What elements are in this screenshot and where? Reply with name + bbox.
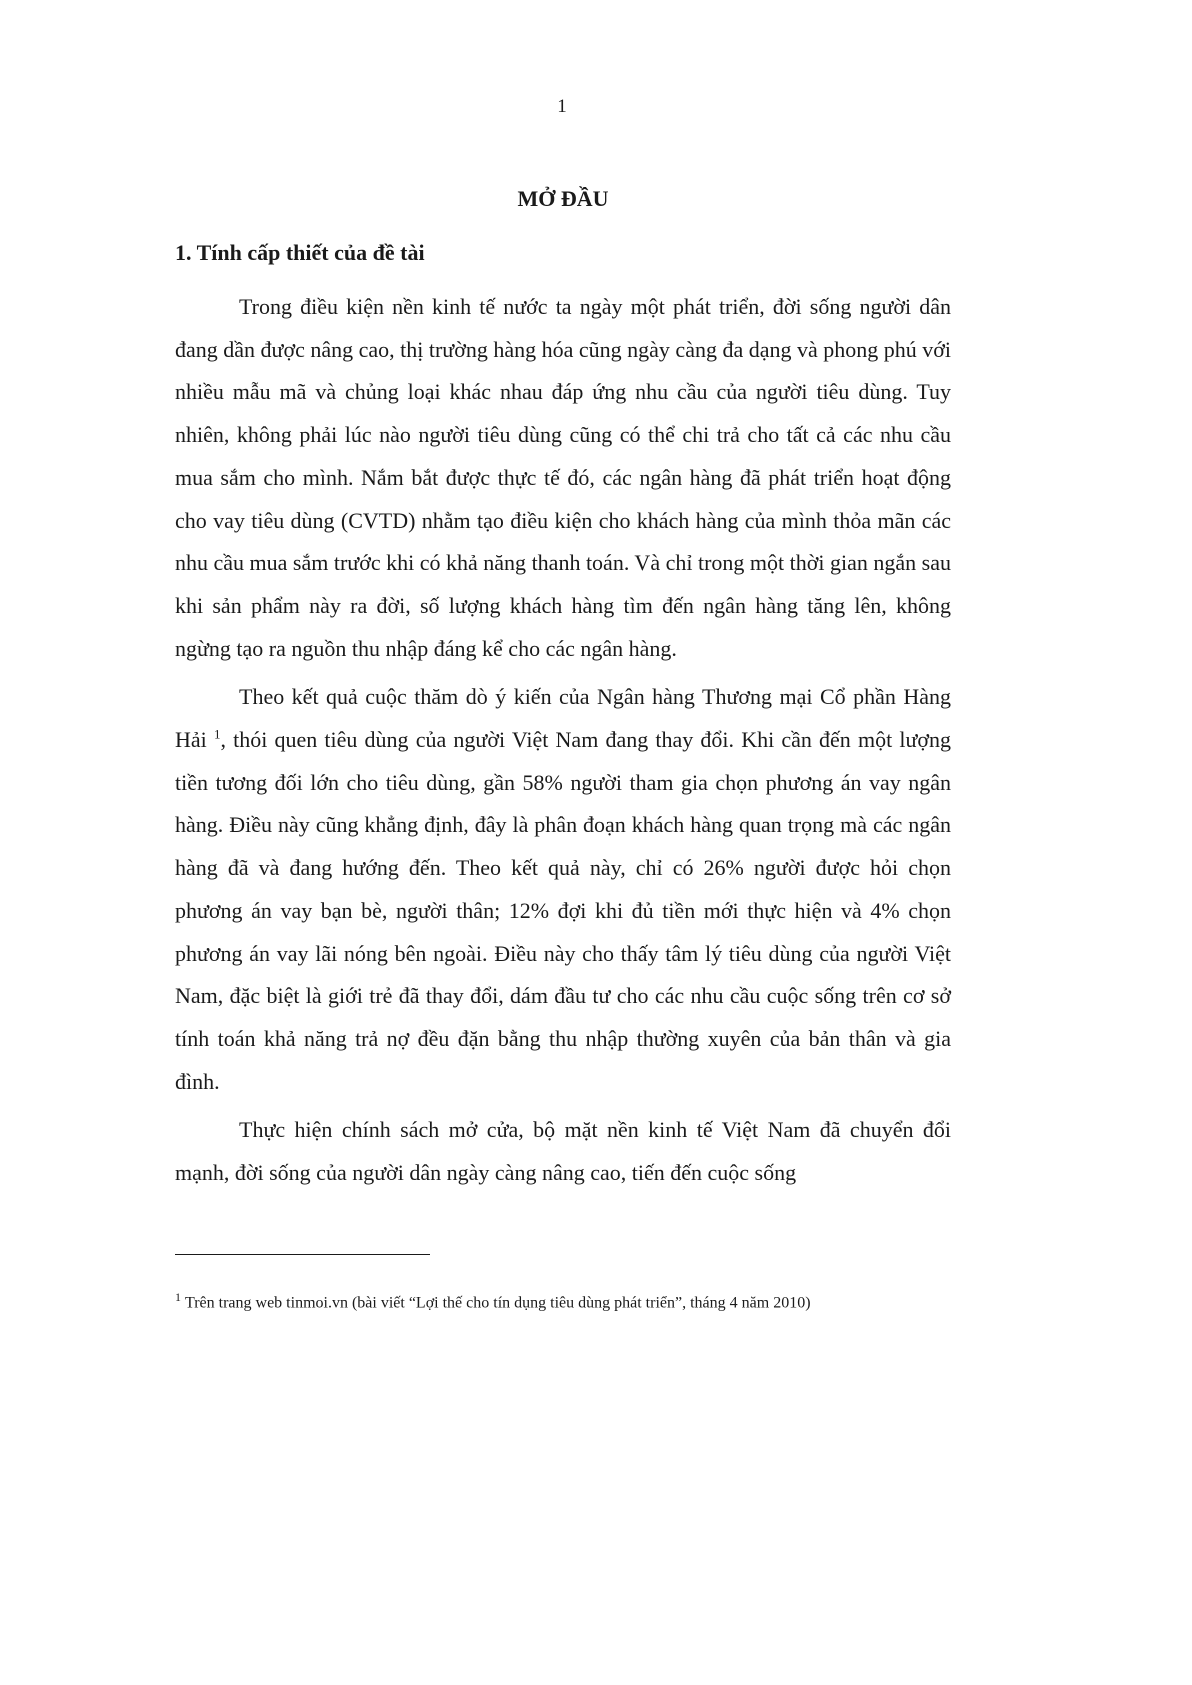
paragraph-2 (175, 676, 951, 1103)
chapter-title: MỞ ĐẦU (517, 186, 609, 211)
footnote-marker: 1 (175, 1290, 181, 1304)
body-text (175, 286, 951, 1201)
paragraph-2-end: , thói quen tiêu dùng của người Việt Nam đang thay đổi. Khi cần đến một lượng tiền tương đối lớn cho tiêu dùng, gần 58% người tham gia chọn phương án vay ngân hàng. Điều này cũng khẳng định, đây là phân đoạn khách hàng quan trọng mà các ngân hàng đã và đang hướng đến. Theo kết quả này, chỉ có 26% người được hỏi chọn phương án vay bạn bè, người thân; 12% đợi khi đủ tiền mới thực hiện và 4% chọn phương án vay lãi nóng bên ngoài. Điều này cho thấy tâm lý tiêu dùng của người Việt Nam, đặc biệt là giới trẻ đã thay đổi, dám đầu tư cho các nhu cầu cuộc sống trên cơ sở tính toán khả năng trả nợ đều đặn bằng thu nhập thường xuyên của bản thân và gia đình. (175, 727, 952, 1094)
page-number: 1 (557, 96, 567, 117)
footnote (175, 1290, 975, 1312)
paragraph-2-start: Theo kết quả cuộc thăm dò ý kiến của Ngân hàng Thương mại Cổ phần Hàng Hải (175, 684, 951, 753)
footnote-divider (175, 1254, 430, 1255)
footnote-reference[interactable]: 1 (213, 726, 221, 742)
paragraph-3: Thực hiện chính sách mở cửa, bộ mặt nền kinh tế Việt Nam đã chuyển đổi mạnh, đời sống của người dân ngày càng nâng cao, tiến đến cuộc sống (175, 1117, 951, 1186)
footnote-text: Trên trang web tinmoi.vn (bài viết “Lợi thế cho tín dụng tiêu dùng phát triển”, tháng 4 năm 2010) (185, 1294, 811, 1312)
section-heading: 1. Tính cấp thiết của đề tài (175, 240, 425, 265)
paragraph-1: Trong điều kiện nền kinh tế nước ta ngày một phát triển, đời sống người dân đang dần được nâng cao, thị trường hàng hóa cũng ngày càng đa dạng và phong phú với nhiều mẫu mã và chủng loại khác nhau đáp ứng nhu cầu của người tiêu dùng. Tuy nhiên, không phải lúc nào người tiêu dùng cũng có thể chi trả cho tất cả các nhu cầu mua sắm cho mình. Nắm bắt được thực tế đó, các ngân hàng đã phát triển hoạt động cho vay tiêu dùng (CVTD) nhằm tạo điều kiện cho khách hàng của mình thỏa mãn các nhu cầu mua sắm trước khi có khả năng thanh toán. Và chỉ trong một thời gian ngắn sau khi sản phẩm này ra đời, số lượng khách hàng tìm đến ngân hàng tăng lên, không ngừng tạo ra nguồn thu nhập đáng kể cho các ngân hàng. (175, 294, 951, 661)
